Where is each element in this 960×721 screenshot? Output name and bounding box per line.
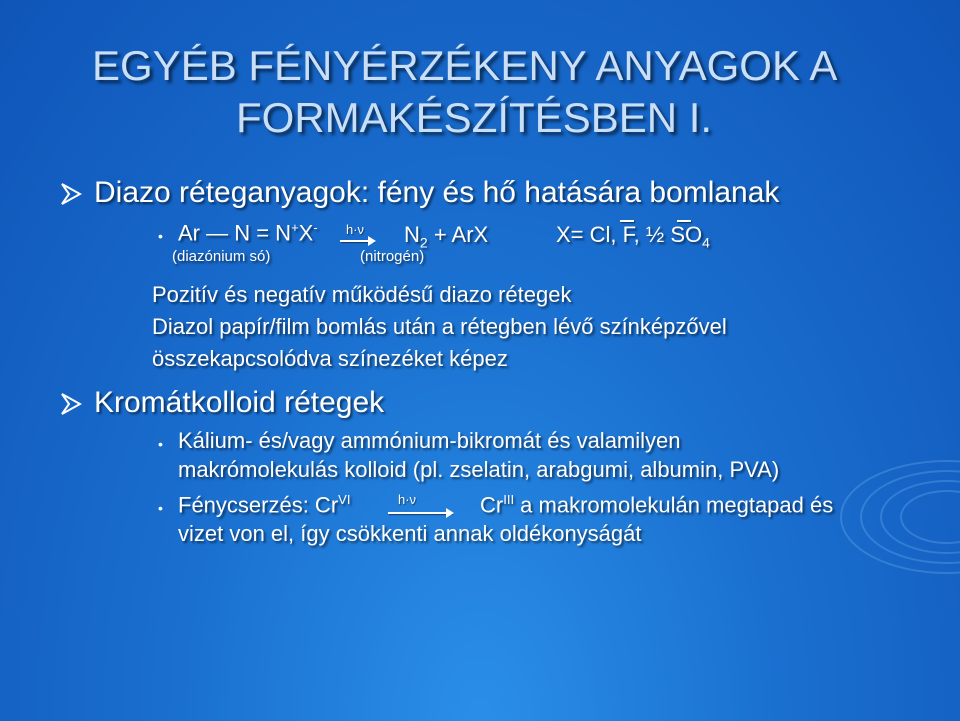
sub-bullet-dot: •: [158, 500, 163, 516]
label-nitrogen: (nitrogén): [360, 248, 425, 265]
photon-label: h·ν: [398, 492, 417, 507]
equation-reactant: Ar — N = N+X-: [178, 220, 318, 246]
line-positive-negative: Pozitív és negatív működésű diazo rétegek: [152, 282, 572, 307]
sub-bullet-dot: •: [158, 228, 163, 244]
bullet-chromate-colloid: Kromátkolloid rétegek: [94, 386, 385, 419]
equation-x-values: X= Cl, F, ½ $SO_4$: [556, 222, 710, 251]
line-diazol-2: összekapcsolódva színezéket képez: [152, 346, 508, 371]
reaction-arrow: [340, 240, 374, 242]
sub-bullet-tanning-a: Fénycserzés: $Cr^{VI}$: [178, 492, 351, 518]
arrow-bullet-icon: [60, 182, 82, 206]
sub-bullet-tanning-line2: vizet von el, így csökkenti annak oldékonyságát: [178, 521, 642, 546]
sub-bullet-bichromate-1: Kálium- és/vagy ammónium-bikromát és valamilyen: [178, 428, 681, 453]
sub-bullet-tanning-b: $Cr^{III}$ a makromolekulán megtapad és: [480, 492, 834, 518]
slide-title-line2: FORMAKÉSZÍTÉSBEN I.: [236, 94, 713, 141]
charge-bar-2: [677, 220, 691, 222]
equation-product: $N_2$ + ArX: [404, 222, 489, 251]
slide-title-line1: EGYÉB FÉNYÉRZÉKENY ANYAGOK A: [92, 42, 838, 89]
photon-label: h·ν: [346, 222, 365, 237]
charge-bar-1: [620, 220, 634, 222]
line-diazol-1: Diazol papír/film bomlás után a rétegben lévő színképzővel: [152, 314, 727, 339]
sub-bullet-dot: •: [158, 436, 163, 452]
sub-bullet-bichromate-2: makrómolekulás kolloid (pl. zselatin, arabgumi, albumin, PVA): [178, 457, 780, 482]
arrow-bullet-icon: [60, 392, 82, 416]
reaction-arrow: [388, 512, 452, 514]
label-diazonium-salt: (diazónium só): [172, 248, 271, 265]
bullet-diazo: Diazo réteganyagok: fény és hő hatására bomlanak: [94, 176, 780, 209]
